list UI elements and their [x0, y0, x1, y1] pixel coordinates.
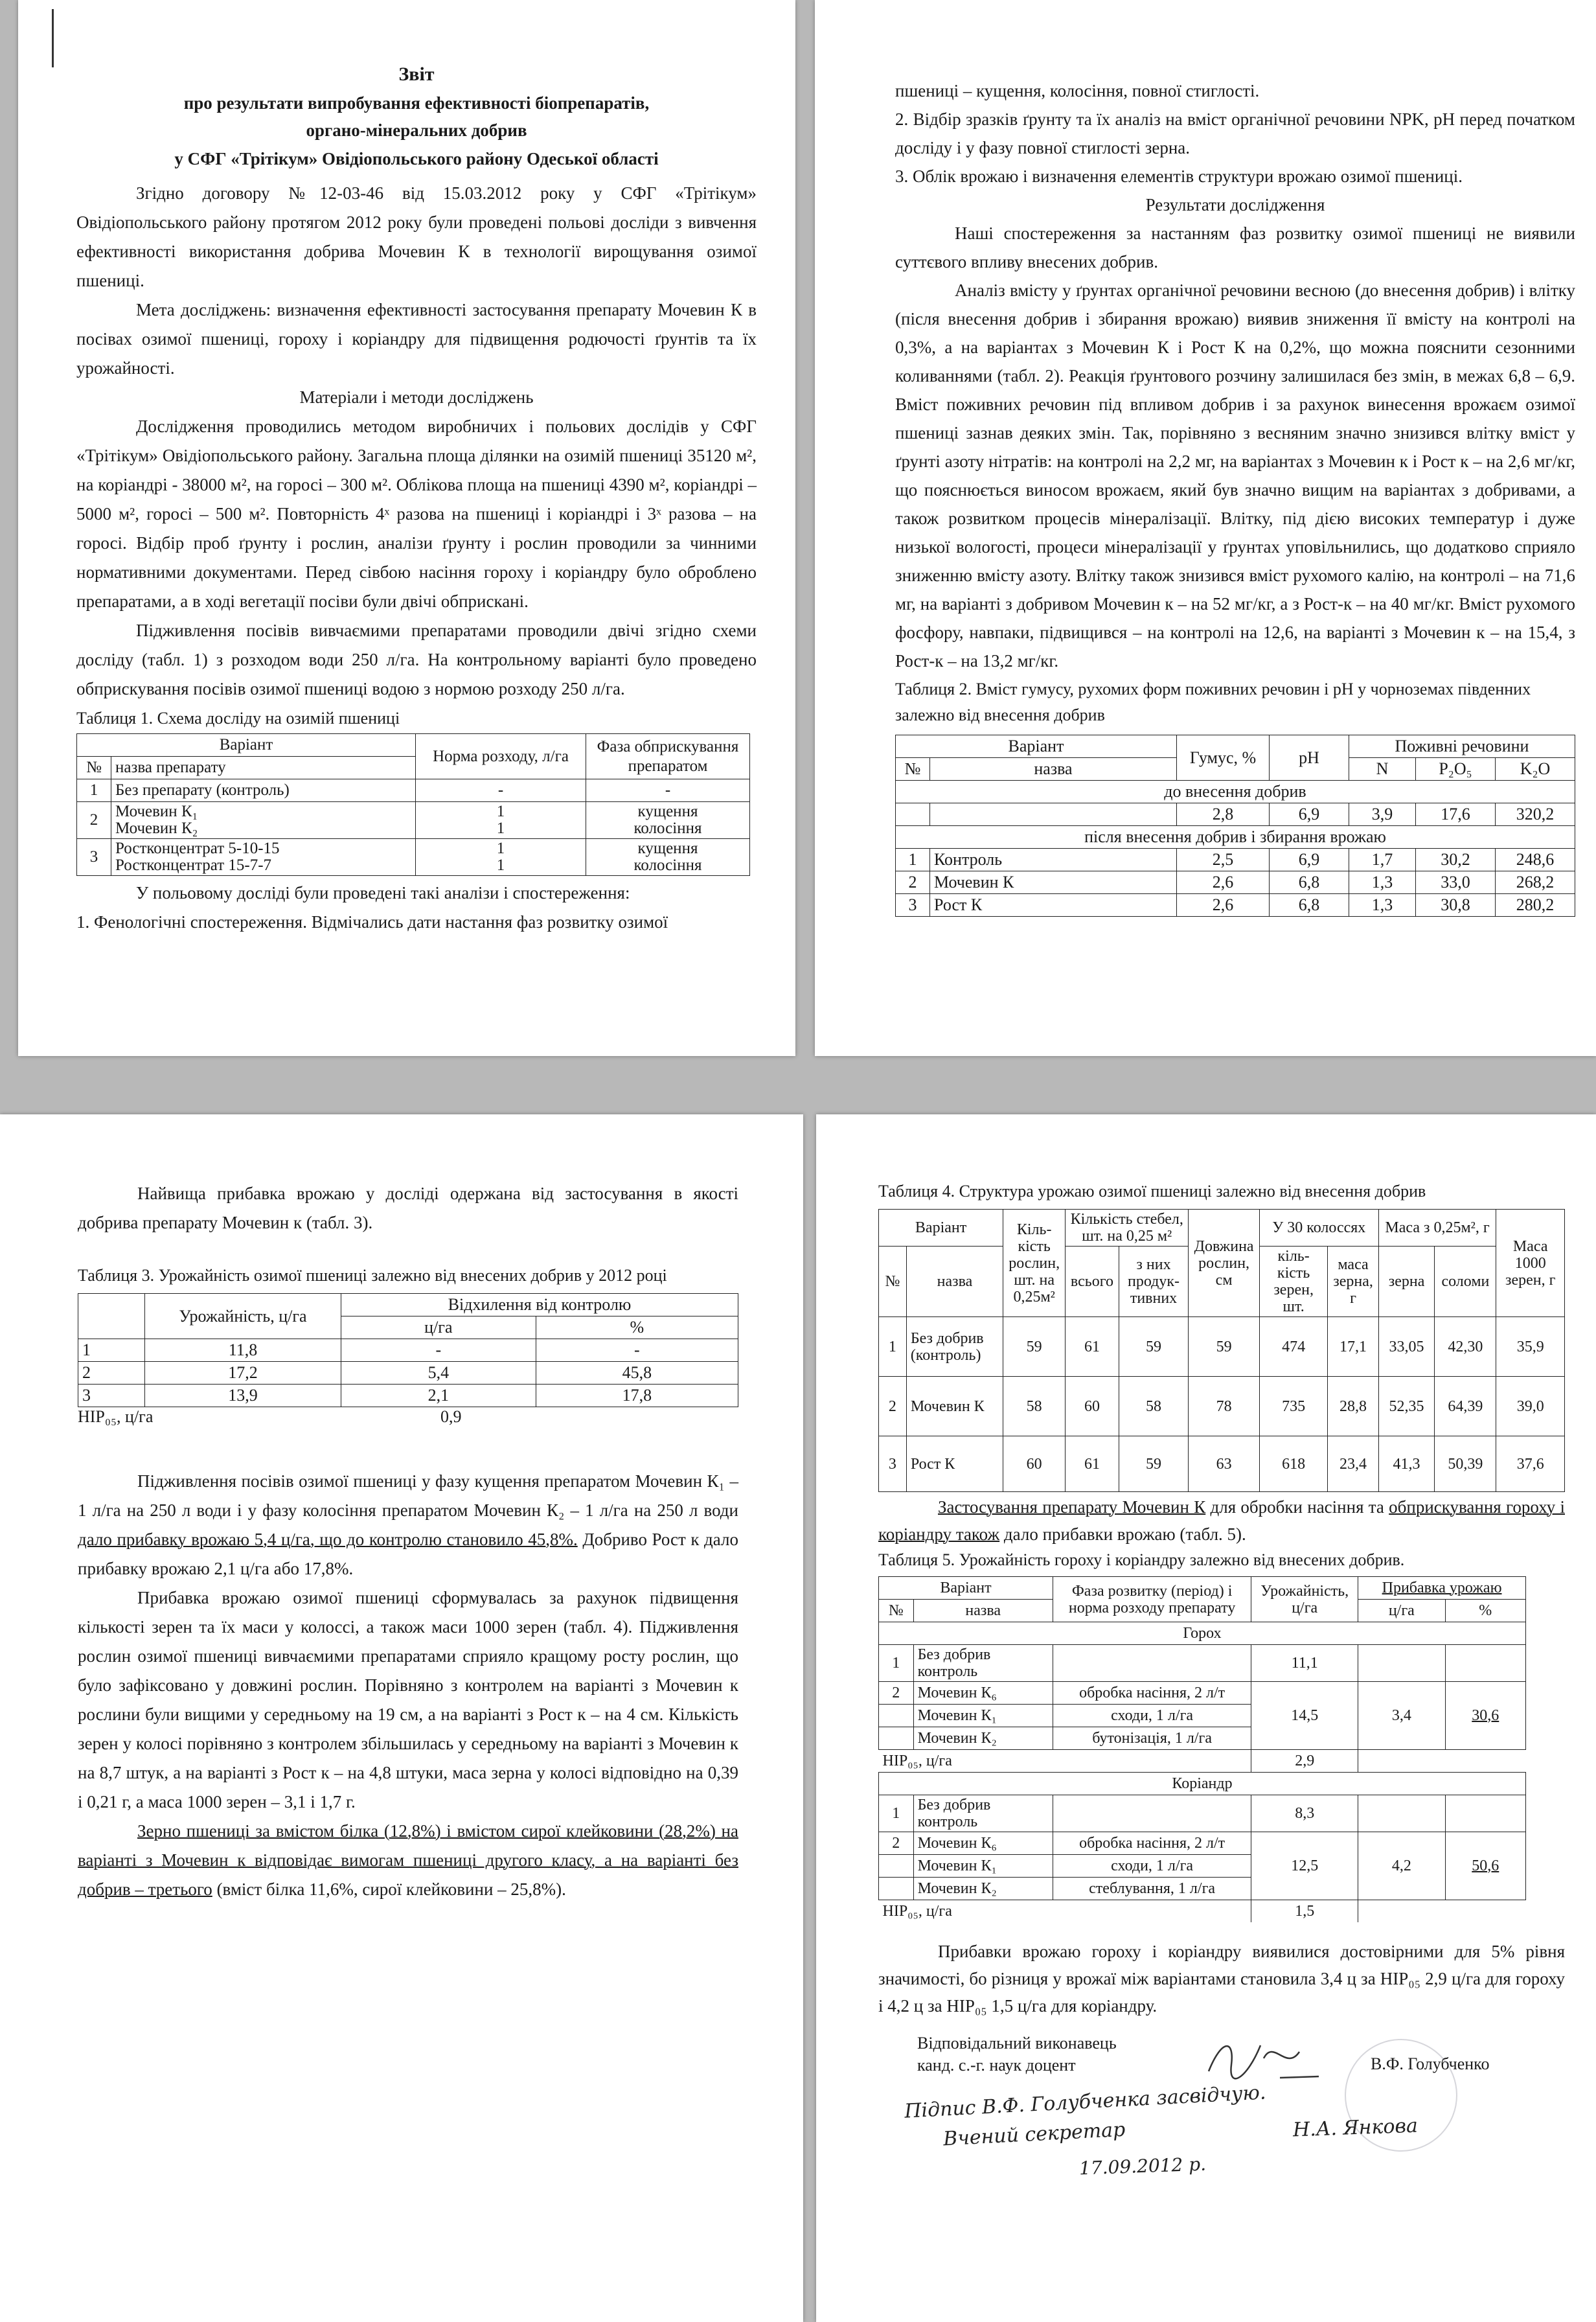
- table2-humus-nutrients: [895, 735, 1575, 917]
- table5-cell: бутонізація, 1 л/га: [1053, 1727, 1251, 1750]
- table3-nir-label: HIP₀₅, ц/га: [78, 1407, 154, 1426]
- table2-cell: 6,9: [1270, 803, 1349, 826]
- table2-cell: 30,2: [1416, 849, 1496, 871]
- report-page-4: [816, 1114, 1596, 2322]
- table2-cell: 6,8: [1270, 894, 1349, 917]
- table-row: [77, 779, 750, 802]
- table5-cell: [879, 1855, 914, 1878]
- table5-nir-value: 1,5: [1251, 1900, 1358, 1923]
- table4-header-variant: Варіант: [879, 1210, 1003, 1247]
- table4-cell: 28,8: [1328, 1377, 1378, 1436]
- table3-header-deviation: Відхилення від контролю: [341, 1294, 738, 1316]
- table1-cell: кущення колосіння: [586, 839, 750, 876]
- table5-pea-coriander-yield: [878, 1576, 1526, 1922]
- table5-cell: Мочевин К₆: [913, 1832, 1053, 1855]
- table4-cell: 61: [1066, 1436, 1119, 1492]
- table5-cell: 2: [879, 1682, 914, 1705]
- signature-role-line-2: канд. с.-г. наук доцент: [917, 2056, 1076, 2075]
- table1-cell: Мочевин К₁ Мочевин К₂: [111, 802, 416, 839]
- table3-cell: 17,8: [536, 1385, 738, 1407]
- report-subtitle-2: органо-мінеральних добрив: [306, 121, 527, 140]
- table2-cell: Мочевин К: [930, 871, 1177, 894]
- table2-cell: 268,2: [1496, 871, 1575, 894]
- table3-caption: Таблиця 3. Урожайність озимої пшениці залежно від внесених добрив у 2012 році: [78, 1266, 667, 1285]
- paragraph-phases: пшениці – кущення, колосіння, повної стиглості.: [895, 81, 1260, 100]
- table5-cell: [1053, 1645, 1251, 1682]
- table1-header-phase: Фаза обприскування препаратом: [586, 734, 750, 779]
- table4-cell: 3: [879, 1436, 907, 1492]
- table4-cell: 17,1: [1328, 1317, 1378, 1377]
- table4-header-length: Довжина рослин, см: [1189, 1210, 1260, 1317]
- table5-cell: сходи, 1 л/га: [1053, 1855, 1251, 1878]
- table3-cell: 3: [78, 1385, 145, 1407]
- paragraph-soil-sampling: 2. Відбір зразків ґрунту та їх аналіз на вміст органічної речовини NPK, pH перед початком досліду і у фазу повної стиглості зерна.: [895, 109, 1575, 157]
- table3-cell: 17,2: [145, 1362, 341, 1385]
- paragraph-significance: Прибавки врожаю гороху і коріандру виявилися достовірними для 5% рівня значимості, бо різниця у врожаї між варіантами становила 3,4 ц за HIP₀₅ 2,9 ц/га для гороху і 4,2 ц за HIP₀₅ 1,5 ц/га для коріандру.: [878, 1942, 1565, 2016]
- table5-cell: сходи, 1 л/га: [1053, 1705, 1251, 1727]
- paragraph-goal: Мета досліджень: визначення ефективності застосування препарату Мочевин К в посівах озимої пшениці, гороху і коріандру для підвищення родючості ґрунтів та їх урожайності.: [76, 300, 757, 378]
- table2-header-nutrients: Поживні речовини: [1349, 735, 1575, 758]
- table4-cell: Рост К: [906, 1436, 1003, 1492]
- table2-cell: 2,6: [1177, 894, 1270, 917]
- table2-cell: 2,8: [1177, 803, 1270, 826]
- table4-cell: 63: [1189, 1436, 1260, 1492]
- table2-header-ph: pH: [1270, 735, 1349, 781]
- table3-cell: 11,8: [145, 1339, 341, 1362]
- table4-cell: 78: [1189, 1377, 1260, 1436]
- underlined-text: Застосування препарату Мочевин К: [938, 1497, 1206, 1517]
- table5-cell: 50,6: [1445, 1832, 1525, 1900]
- underlined-text: Зерно пшениці за вмістом білка (12,8%) і вмістом сирої клейковини (28,2%) на варіанті з Мочевин к відповідає вимогам пшениці другого класу, а на варіанті без добрив – третього: [78, 1821, 738, 1899]
- table5-nir-value: 2,9: [1251, 1750, 1358, 1773]
- handwritten-secretary-name: Н.А. Янкова: [1292, 2114, 1419, 2142]
- heading-methods: Матеріали і методи досліджень: [299, 387, 534, 407]
- table3-cell: -: [536, 1339, 738, 1362]
- table2-cell: 1,3: [1349, 894, 1416, 917]
- paragraph-grain-quality: [78, 1817, 738, 1904]
- table5-header-variant: Варіант: [879, 1577, 1053, 1600]
- table3-header-cga: ц/га: [341, 1316, 536, 1339]
- table5-cell: [1358, 1900, 1526, 1923]
- table5-header-cga: ц/га: [1358, 1600, 1445, 1622]
- table5-header-pct: %: [1445, 1600, 1525, 1622]
- paragraph-soil-analysis: Аналіз вмісту у ґрунтах органічної речовини весною (до внесення добрив) і влітку (після внесення добрив і збирання врожаю) виявив зниження її вмісту на контролі на 0,3%, а на варіантах з Мочевин К і Рост К на 0,2%, що можна пояснити сезонними коливаннями (табл. 2). Реакція ґрунтового розчину залишилася без змін, в межах 6,8 – 6,9. Вміст поживних речовин під впливом добрив і за рахунок винесення врожаєм озимої пшениці зазнав деяких змін. Так, порівняно з весняним значно знизився влітку вміст у ґрунті азоту нітратів: на контролі на 2,2 мг, на варіантах з Мочевин к і Рост к – на 2,6 мг/кг, що пояснюється виносом врожаєм, який був значно вищим на варіантах з добривами, а також розвитком процесів мінералізації. Влітку, під дією високих температур і дуже низької вологості, процеси мінералізації у ґрунтах уповільнились, що додатково сприяло зниженню вмісту азоту. Влітку також знизився вміст рухомого калію, на контролі – на 71,6 мг, на варіанті з добривом Мочевин к – на 52 мг/кг, а з Рост-к – на 40 мг/кг. Вміст рухомого фосфору, навпаки, підвищився – на контролі на 12,6, на варіанті з Мочевин к – на 15,4, з Рост-к – на 13,2 мг/кг.: [895, 281, 1575, 671]
- table4-header-total: всього: [1066, 1247, 1119, 1317]
- table5-header-gain: Прибавка урожаю: [1358, 1577, 1526, 1600]
- table3-wheat-yield: [78, 1293, 738, 1407]
- table5-nir-label: HIP₀₅, ц/га: [879, 1750, 1251, 1773]
- report-title: Звіт: [398, 63, 435, 85]
- table5-cell: Мочевин К₁: [913, 1855, 1053, 1878]
- table5-cell: [1358, 1795, 1445, 1832]
- table4-cell: 41,3: [1378, 1436, 1435, 1492]
- table3-cell: 45,8: [536, 1362, 738, 1385]
- table5-cell: Мочевин К₁: [913, 1705, 1053, 1727]
- table5-cell: обробка насіння, 2 л/т: [1053, 1682, 1251, 1705]
- paragraph-feeding: Підживлення посівів вивчаємими препаратами проводили двічі згідно схеми досліду (табл. 1) з розходом води 250 л/га. На контрольному варіанті було проведено обприскування посівів озимої пшениці водою з нормою розходу 250 л/га.: [76, 621, 757, 698]
- table4-cell: 59: [1003, 1317, 1066, 1377]
- table5-header-phase: Фаза розвитку (період) і норма розходу препарату: [1053, 1577, 1251, 1622]
- table1-header-rate: Норма розходу, л/га: [416, 734, 586, 779]
- table5-cell: Мочевин К₆: [913, 1682, 1053, 1705]
- table4-header-grains: кіль-кість зерен, шт.: [1259, 1247, 1327, 1317]
- text-span: (вміст білка 11,6%, сирої клейковини – 25,8%).: [212, 1879, 566, 1899]
- table3-nir-row: [78, 1407, 738, 1429]
- table4-header-straw: соломи: [1435, 1247, 1496, 1317]
- table2-after-label: після внесення добрив і збирання врожаю: [896, 826, 1575, 849]
- table5-header-yield: Урожайність, ц/га: [1251, 1577, 1358, 1622]
- table5-nir-label: HIP₀₅, ц/га: [879, 1900, 1251, 1923]
- table5-cell: [1445, 1795, 1525, 1832]
- table4-cell: Мочевин К: [906, 1377, 1003, 1436]
- table2-header-humus: Гумус, %: [1177, 735, 1270, 781]
- table5-cell: 4,2: [1358, 1832, 1445, 1900]
- text-span: Добриво Рост к дало прибавку врожаю 2,1 ц/га або 17,8%.: [78, 1530, 738, 1578]
- table4-cell: 61: [1066, 1317, 1119, 1377]
- table4-header-stems: Кількість стебел, шт. на 0,25 м²: [1066, 1210, 1189, 1247]
- table2-cell: 17,6: [1416, 803, 1496, 826]
- table5-cell: Мочевин К₂: [913, 1727, 1053, 1750]
- table2-cell: 1,7: [1349, 849, 1416, 871]
- table2-caption: Таблиця 2. Вміст гумусу, рухомих форм поживних речовин і pH у чорноземах південних залежно від внесення добрив: [895, 680, 1531, 724]
- table2-cell: 280,2: [1496, 894, 1575, 917]
- table-row: [78, 1385, 738, 1407]
- table4-cell: 60: [1066, 1377, 1119, 1436]
- table2-cell: Контроль: [930, 849, 1177, 871]
- table4-cell: 59: [1189, 1317, 1260, 1377]
- text-span: дало прибавки врожаю (табл. 5).: [999, 1524, 1246, 1544]
- table5-cell: [1358, 1750, 1526, 1773]
- table2-cell: [896, 803, 930, 826]
- paragraph-best-yield: Найвища прибавка врожаю у досліді одержана від застосування в якості добрива препарату Мочевин к (табл. 3).: [78, 1184, 738, 1232]
- paragraph-pea-coriander: [878, 1493, 1565, 1548]
- underlined-text: обприскування гороху і коріандру також: [878, 1497, 1565, 1544]
- table5-cell: Без добрив контроль: [913, 1645, 1053, 1682]
- heading-results: Результати дослідження: [1145, 195, 1325, 214]
- table5-cell: [1445, 1645, 1525, 1682]
- table4-header-name: назва: [906, 1247, 1003, 1317]
- table2-header-variant: Варіант: [896, 735, 1177, 758]
- table2-header-n: N: [1349, 758, 1416, 781]
- table5-cell: 1: [879, 1795, 914, 1832]
- table3-cell: 5,4: [341, 1362, 536, 1385]
- table4-header-grain-mass: маса зерна, г: [1328, 1247, 1378, 1317]
- table3-header-yield: Урожайність, ц/га: [145, 1294, 341, 1339]
- table1-header-variant: Варіант: [77, 734, 416, 757]
- table1-cell: 1 1: [416, 839, 586, 876]
- handwritten-secretary: Вчений секретар: [942, 2118, 1126, 2151]
- table-row: [879, 1900, 1526, 1923]
- table4-cell: 735: [1259, 1377, 1327, 1436]
- table4-cell: Без добрив (контроль): [906, 1317, 1003, 1377]
- report-page-3: [0, 1114, 803, 2322]
- table5-cell: стеблування, 1 л/га: [1053, 1878, 1251, 1900]
- paragraph-methods: Дослідження проводились методом виробничих і польових дослідів у СФГ «Трітікум» Овідіопольського району. Загальна площа ділянки на озимій пшениці 35120 м², на коріандрі - 38000 м², на горосі – 300 м². Облікова площа на пшениці 4390 м², коріандрі – 5000 м², горосі – 500 м². Повторність 4ˣ разова на пшениці і коріандрі і 3ˣ разова – на горосі. Відбір проб ґрунту і рослин, аналізи ґрунту і рослин проводили за чинними нормативними документами. Перед сівбою насіння гороху і коріандру було оброблено препаратами, а в ході вегетації посіви були двічі обприскані.: [76, 417, 757, 611]
- table3-cell: -: [341, 1339, 536, 1362]
- table-row: [896, 803, 1575, 826]
- table-row: [879, 1377, 1565, 1436]
- table-row: [879, 1317, 1565, 1377]
- table2-header-name: назва: [930, 758, 1177, 781]
- table5-cell: 14,5: [1251, 1682, 1358, 1750]
- table5-cell: Без добрив контроль: [913, 1795, 1053, 1832]
- table1-cell: Без препарату (контроль): [111, 779, 416, 802]
- table4-cell: 33,05: [1378, 1317, 1435, 1377]
- table5-cell: 8,3: [1251, 1795, 1358, 1832]
- table1-caption: Таблиця 1. Схема досліду на озимій пшениці: [76, 709, 400, 728]
- table2-cell: 30,8: [1416, 894, 1496, 917]
- table4-cell: 23,4: [1328, 1436, 1378, 1492]
- table2-header-no: №: [896, 758, 930, 781]
- text-span: для обробки насіння та: [1205, 1497, 1389, 1517]
- table3-cell: 1: [78, 1339, 145, 1362]
- table-row: [896, 849, 1575, 871]
- table2-cell: Рост К: [930, 894, 1177, 917]
- table5-cell: 2: [879, 1832, 914, 1855]
- table-row: [879, 1832, 1526, 1855]
- table-row: [78, 1339, 738, 1362]
- table5-header-name: назва: [913, 1600, 1053, 1622]
- table4-cell: 58: [1119, 1377, 1189, 1436]
- table5-cell: 3,4: [1358, 1682, 1445, 1750]
- report-page-2: [815, 0, 1596, 1056]
- table2-cell: 248,6: [1496, 849, 1575, 871]
- table4-cell: 2: [879, 1377, 907, 1436]
- table1-cell: 1 1: [416, 802, 586, 839]
- table4-caption: Таблиця 4. Структура урожаю озимої пшениці залежно від внесення добрив: [878, 1182, 1426, 1201]
- table4-header-grain: зерна: [1378, 1247, 1435, 1317]
- report-subtitle-1: про результати випробування ефективності біопрепаратів,: [183, 93, 650, 113]
- table1-header-name: назва препарату: [111, 757, 416, 779]
- table5-cell: обробка насіння, 2 л/т: [1053, 1832, 1251, 1855]
- table5-header-no: №: [879, 1600, 914, 1622]
- table5-cell: [1358, 1645, 1445, 1682]
- table1-cell: -: [416, 779, 586, 802]
- table3-cell: 2,1: [341, 1385, 536, 1407]
- table2-header-k: K₂O: [1496, 758, 1575, 781]
- table2-cell: 1: [896, 849, 930, 871]
- signature-name: В.Ф. Голубченко: [1371, 2054, 1490, 2073]
- table-row: [879, 1645, 1526, 1682]
- table5-cell: [879, 1878, 914, 1900]
- paragraph-harvest-count: 3. Облік врожаю і визначення елементів структури врожаю озимої пшениці.: [895, 167, 1463, 186]
- table5-cell: [879, 1727, 914, 1750]
- table-row: [879, 1750, 1526, 1773]
- table3-nir-value: 0,9: [440, 1407, 462, 1426]
- table2-header-p: P₂O₅: [1416, 758, 1496, 781]
- table4-cell: 58: [1003, 1377, 1066, 1436]
- table2-cell: 320,2: [1496, 803, 1575, 826]
- table4-header-1000: Маса 1000 зерен, г: [1496, 1210, 1565, 1317]
- table2-cell: 3: [896, 894, 930, 917]
- table3-cell: 13,9: [145, 1385, 341, 1407]
- paragraph-yield-structure: Прибавка врожаю озимої пшениці сформувалась за рахунок підвищення кількості зерен та їх маси у колоссі, а також маси 1000 зерен (табл. 4). Підживлення рослин озимої пшениці вивчаємими препаратами сприяло кращому росту рослин, що було зафіксовано у довжині рослин. Порівняно з контролем на варіанті з Мочевин к рослини були вищими у середньому на 19 см, а на варіанті з Рост к – на 4 см. Кількість зерен у колосі порівняно з контролем збільшилась у середньому на варіанті з Мочевин к на 8,7 штук, а на варіанті з Рост к – на 4,8 штуки, маса зерна у колосі відповідно на 0,39 і 0,21 г, а маса 1000 зерен – 3,1 і 1,7 г.: [78, 1588, 738, 1811]
- table2-cell: [930, 803, 1177, 826]
- table4-cell: 39,0: [1496, 1377, 1565, 1436]
- handwritten-date: 17.09.2012 р.: [1078, 2153, 1207, 2179]
- table4-cell: 52,35: [1378, 1377, 1435, 1436]
- table-row: [896, 894, 1575, 917]
- table2-cell: 2,6: [1177, 871, 1270, 894]
- table2-cell: 33,0: [1416, 871, 1496, 894]
- table1-cell: -: [586, 779, 750, 802]
- report-subtitle-3: у СФГ «Трітікум» Овідіопольського району Одеської області: [174, 149, 659, 168]
- table4-header-productive: з них продук-тивних: [1119, 1247, 1189, 1317]
- table4-cell: 37,6: [1496, 1436, 1565, 1492]
- paragraph-observations: Наші спостереження за настанням фаз розвитку озимої пшениці не виявили суттєвого впливу внесених добрив.: [895, 224, 1575, 271]
- table-row: [78, 1362, 738, 1385]
- table1-cell: 3: [77, 839, 111, 876]
- table4-header-mass: Маса з 0,25м², г: [1378, 1210, 1496, 1247]
- table2-cell: 2,5: [1177, 849, 1270, 871]
- signature-role: [917, 2032, 1117, 2076]
- table-row: [896, 871, 1575, 894]
- table5-coriander-label: Коріандр: [879, 1773, 1526, 1795]
- table1-cell: Ростконцентрат 5-10-15 Ростконцентрат 15-7-7: [111, 839, 416, 876]
- text-span: Підживлення посівів озимої пшениці у фазу кущення препаратом Мочевин К₁ – 1 л/га на 250 л води і у фазу колосіння препаратом Мочевин К₂ – 1 л/га на 250 л води: [78, 1471, 738, 1520]
- table1-cell: 2: [77, 802, 111, 839]
- table4-cell: 64,39: [1435, 1377, 1496, 1436]
- report-page-1: [18, 0, 795, 1056]
- signature-block: [878, 2032, 1565, 2201]
- table1-cell: 1: [77, 779, 111, 802]
- handwritten-signature-icon: [1202, 2032, 1332, 2084]
- table4-cell: 618: [1259, 1436, 1327, 1492]
- handwritten-certification: Підпис В.Ф. Голубченка засвідчую.: [904, 2081, 1267, 2123]
- table5-cell: 1: [879, 1645, 914, 1682]
- table5-cell: [879, 1705, 914, 1727]
- table2-cell: 3,9: [1349, 803, 1416, 826]
- table-row: [879, 1795, 1526, 1832]
- underlined-text: дало прибавку врожаю 5,4 ц/га, що до контролю становило 45,8%.: [78, 1530, 578, 1549]
- table2-cell: 6,8: [1270, 871, 1349, 894]
- table3-cell: 2: [78, 1362, 145, 1385]
- table-row: [77, 839, 750, 876]
- table4-cell: 60: [1003, 1436, 1066, 1492]
- table-row: [77, 802, 750, 839]
- paragraph-analyses: У польовому досліді були проведені такі аналізи і спостереження:: [136, 883, 630, 902]
- table5-cell: [1053, 1795, 1251, 1832]
- table4-cell: 50,39: [1435, 1436, 1496, 1492]
- table4-header-no: №: [879, 1247, 907, 1317]
- table1-experiment-scheme: [76, 733, 750, 876]
- table3-header-pct: %: [536, 1316, 738, 1339]
- faded-stamp-icon: [1345, 2039, 1457, 2152]
- table5-cell: Мочевин К₂: [913, 1878, 1053, 1900]
- table5-cell: 30,6: [1445, 1682, 1525, 1750]
- table4-header-plants: Кіль-кість рослин, шт. на 0,25м²: [1003, 1210, 1066, 1317]
- paragraph-wheat-feeding: [78, 1467, 738, 1583]
- table2-cell: 6,9: [1270, 849, 1349, 871]
- table2-before-label: до внесення добрив: [896, 781, 1575, 803]
- table1-cell: кущення колосіння: [586, 802, 750, 839]
- table5-cell: 12,5: [1251, 1832, 1358, 1900]
- table2-cell: 2: [896, 871, 930, 894]
- table1-header-no: №: [77, 757, 111, 779]
- scan-mark: [52, 9, 54, 67]
- table4-cell: 59: [1119, 1436, 1189, 1492]
- table4-cell: 59: [1119, 1317, 1189, 1377]
- table-row: [879, 1682, 1526, 1705]
- table4-cell: 35,9: [1496, 1317, 1565, 1377]
- table-row: [879, 1436, 1565, 1492]
- table5-caption: Таблиця 5. Урожайність гороху і коріандру залежно від внесених добрив.: [878, 1550, 1405, 1569]
- table4-cell: 42,30: [1435, 1317, 1496, 1377]
- table5-cell: 11,1: [1251, 1645, 1358, 1682]
- table4-yield-structure: [878, 1209, 1565, 1492]
- paragraph-contract: Згідно договору №12-03-46 від 15.03.2012 року у СФГ «Трітікум» Овідіопольського району протягом 2012 року були проведені польові досліди з вивчення ефективності використання добрива Мочевин К в технології вирощування озимої пшениці.: [76, 183, 757, 290]
- table2-cell: 1,3: [1349, 871, 1416, 894]
- table4-header-ears: У 30 колоссях: [1259, 1210, 1378, 1247]
- paragraph-phenology: 1. Фенологічні спостереження. Відмічались дати настання фаз розвитку озимої: [76, 912, 668, 932]
- table4-cell: 474: [1259, 1317, 1327, 1377]
- table4-cell: 1: [879, 1317, 907, 1377]
- table5-pea-label: Горох: [879, 1622, 1526, 1645]
- table3-cell: [78, 1294, 145, 1339]
- signature-role-line-1: Відповідальний виконавець: [917, 2034, 1117, 2052]
